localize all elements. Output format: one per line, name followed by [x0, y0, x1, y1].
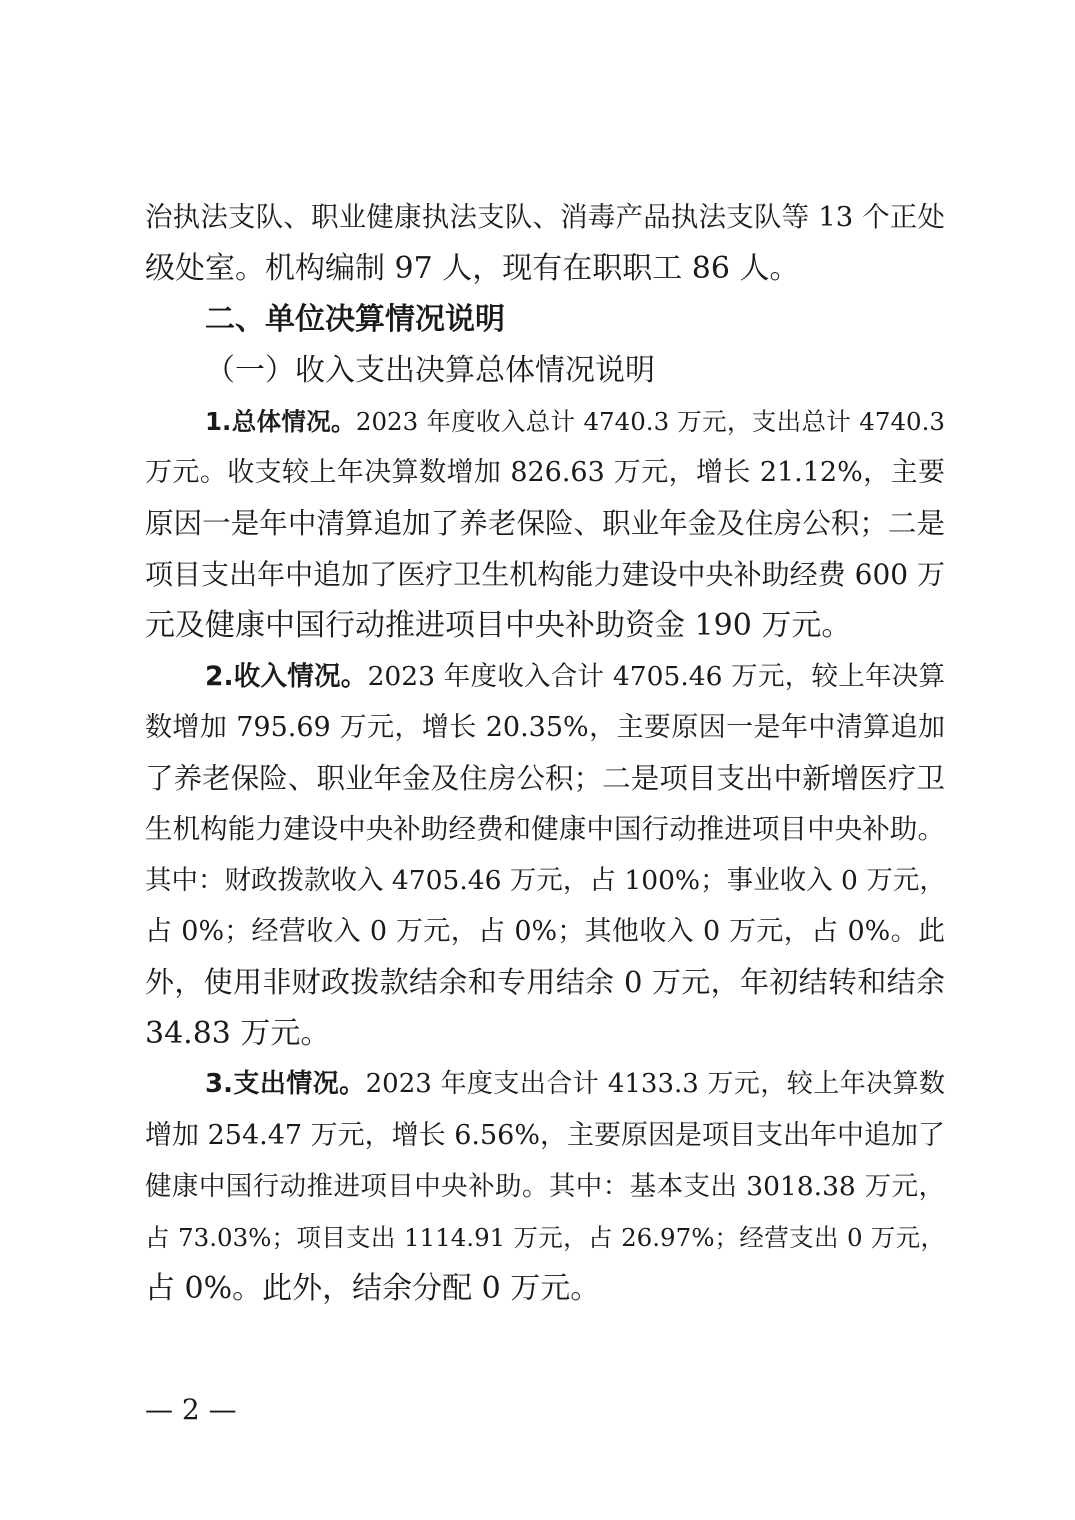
p1-line-3: 原因一是年中清算追加了养老保险、职业年金及住房公积；二是 — [145, 507, 945, 540]
p2-line-1-text: 2023 年度收入合计 4705.46 万元，较上年决算 — [367, 661, 945, 692]
p2-line-5: 其中：财政拨款收入 4705.46 万元，占 100%；事业收入 0 万元， — [145, 865, 946, 896]
p3-line-1 — [145, 1059, 945, 1110]
p3-line-1-text: 2023 年度支出合计 4133.3 万元，较上年决算数 — [365, 1069, 946, 1099]
section-subheading: （一）收入支出决算总体情况说明 — [205, 353, 655, 388]
p2-line-8: 34.83 万元。 — [145, 1016, 331, 1051]
document-body — [145, 192, 945, 1314]
p1-line-4: 项目支出年中追加了医疗卫生机构能力建设中央补助经费 600 万 — [145, 558, 945, 591]
p3-lead: 3.支出情况。 — [205, 1069, 366, 1099]
p2-lead: 2.收入情况。 — [205, 661, 368, 692]
p3-line-5: 占 0%。此外，结余分配 0 万元。 — [145, 1271, 601, 1306]
p1-line-5: 元及健康中国行动推进项目中央补助资金 190 万元。 — [145, 608, 852, 643]
p3-line-2: 增加 254.47 万元，增长 6.56%，主要原因是项目支出年中追加了 — [145, 1120, 945, 1151]
page-number: — 2 — — [145, 1393, 237, 1426]
p1-line-1 — [145, 396, 945, 447]
section-heading: 二、单位决算情况说明 — [205, 302, 505, 337]
p2-line-1 — [145, 651, 945, 702]
p3-line-4: 占 73.03%；项目支出 1114.91 万元，占 26.97%；经营支出 0 万元， — [145, 1223, 945, 1252]
p1-line-2: 万元。收支较上年决算数增加 826.63 万元，增长 21.12%，主要 — [145, 457, 945, 488]
p2-line-2: 数增加 795.69 万元，增长 20.35%，主要原因一是年中清算追加 — [145, 712, 945, 743]
intro-line-2: 级处室。机构编制 97 人，现有在职职工 86 人。 — [145, 251, 800, 286]
p3-line-3: 健康中国行动推进项目中央补助。其中：基本支出 3018.38 万元， — [145, 1171, 945, 1202]
p2-line-3: 了养老保险、职业年金及住房公积；二是项目支出中新增医疗卫 — [145, 762, 945, 795]
p2-line-4: 生机构能力建设中央补助经费和健康中国行动推进项目中央补助。 — [145, 813, 945, 845]
p1-lead: 1.总体情况。 — [205, 407, 356, 436]
p1-line-1-text: 2023 年度收入总计 4740.3 万元，支出总计 4740.3 — [355, 407, 945, 436]
p2-line-6: 占 0%；经营收入 0 万元，占 0%；其他收入 0 万元，占 0%。此 — [145, 916, 945, 947]
p2-line-7: 外，使用非财政拨款结余和专用结余 0 万元，年初结转和结余 — [145, 965, 945, 999]
intro-line-1: 治执法支队、职业健康执法支队、消毒产品执法支队等 13 个正处 — [145, 201, 945, 233]
